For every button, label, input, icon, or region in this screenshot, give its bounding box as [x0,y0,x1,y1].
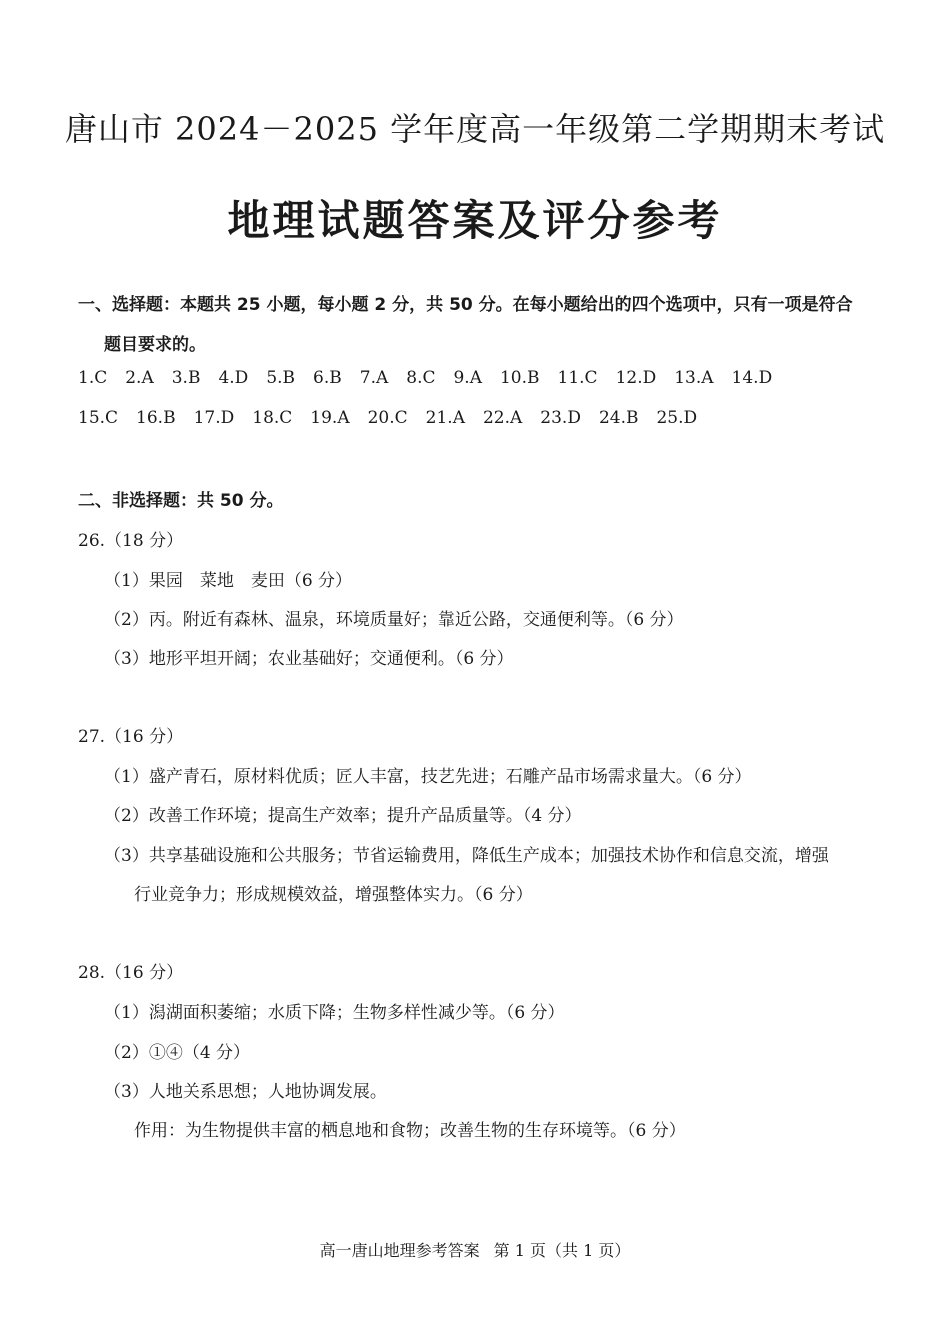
answer-item: 5.B [266,368,296,388]
q27-answer-3-line1: （3）共享基础设施和公共服务；节省运输费用，降低生产成本；加强技术协作和信息交流，增强 [104,846,829,866]
answer-item: 20.C [367,408,408,428]
section1-heading-line1: 一、选择题：本题共 25 小题，每小题 2 分，共 50 分。在每小题给出的四个选项中，只有一项是符合 [78,295,853,315]
footer-page-number: 第 1 页（共 1 页） [493,1241,631,1260]
answer-item: 1.C [78,368,108,388]
q27-answer-3-line2: 行业竞争力；形成规模效益，增强整体实力。（6 分） [134,885,533,905]
answer-item: 24.B [598,408,639,428]
answer-item: 13.A [674,368,714,388]
q28-answer-3-effect: 作用：为生物提供丰富的栖息地和食物；改善生物的生存环境等。（6 分） [134,1121,686,1141]
q27-title: 27.（16 分） [78,727,184,747]
answer-item: 22.A [482,408,523,428]
q27-answer-2: （2）改善工作环境；提高生产效率；提升产品质量等。（4 分） [104,806,582,826]
q27-answer-1: （1）盛产青石，原材料优质；匠人丰富，技艺先进；石雕产品市场需求量大。（6 分） [104,767,752,787]
answer-item: 16.B [136,408,176,428]
answer-item: 21.A [425,408,465,428]
answer-item: 6.B [313,368,342,388]
answer-item: 3.B [171,368,201,388]
answer-item: 11.C [557,368,598,388]
answer-item: 9.A [453,368,482,388]
q28-answer-3: （3）人地关系思想；人地协调发展。 [104,1082,387,1102]
answer-item: 8.C [406,368,436,388]
exam-title: 唐山市 2024－2025 学年度高一年级第二学期期末考试 [64,110,886,148]
q28-answer-1: （1）潟湖面积萎缩；水质下降；生物多样性减少等。（6 分） [104,1003,565,1023]
section1-heading-line2: 题目要求的。 [104,335,206,355]
answer-item: 14.D [731,368,773,388]
q26-answer-1: （1）果园 菜地 麦田（6 分） [104,571,353,591]
footer-label: 高一唐山地理参考答案 [319,1241,480,1260]
page-footer [0,1238,950,1261]
answer-item: 4.D [218,368,249,388]
q28-title: 28.（16 分） [78,963,184,983]
answer-item: 12.D [615,368,657,388]
answer-item: 25.D [656,408,698,428]
answer-item: 7.A [359,368,389,388]
answer-item: 18.C [252,408,293,428]
q26-answer-3: （3）地形平坦开阔；农业基础好；交通便利。（6 分） [104,649,514,669]
answer-item: 2.A [125,368,154,388]
answer-item: 19.A [310,408,350,428]
answer-item: 23.D [540,408,581,428]
answer-item: 15.C [78,408,119,428]
section2-heading: 二、非选择题：共 50 分。 [78,491,284,511]
q26-title: 26.（18 分） [78,531,184,551]
document-title: 地理试题答案及评分参考 [227,196,723,245]
q28-answer-2: （2）①④（4 分） [104,1043,251,1063]
answer-item: 17.D [193,408,235,428]
answers-row-1 [78,368,838,388]
q26-answer-2: （2）丙。附近有森林、温泉，环境质量好；靠近公路，交通便利等。（6 分） [104,610,684,630]
answer-item: 10.B [499,368,540,388]
answers-row-2 [78,408,838,428]
